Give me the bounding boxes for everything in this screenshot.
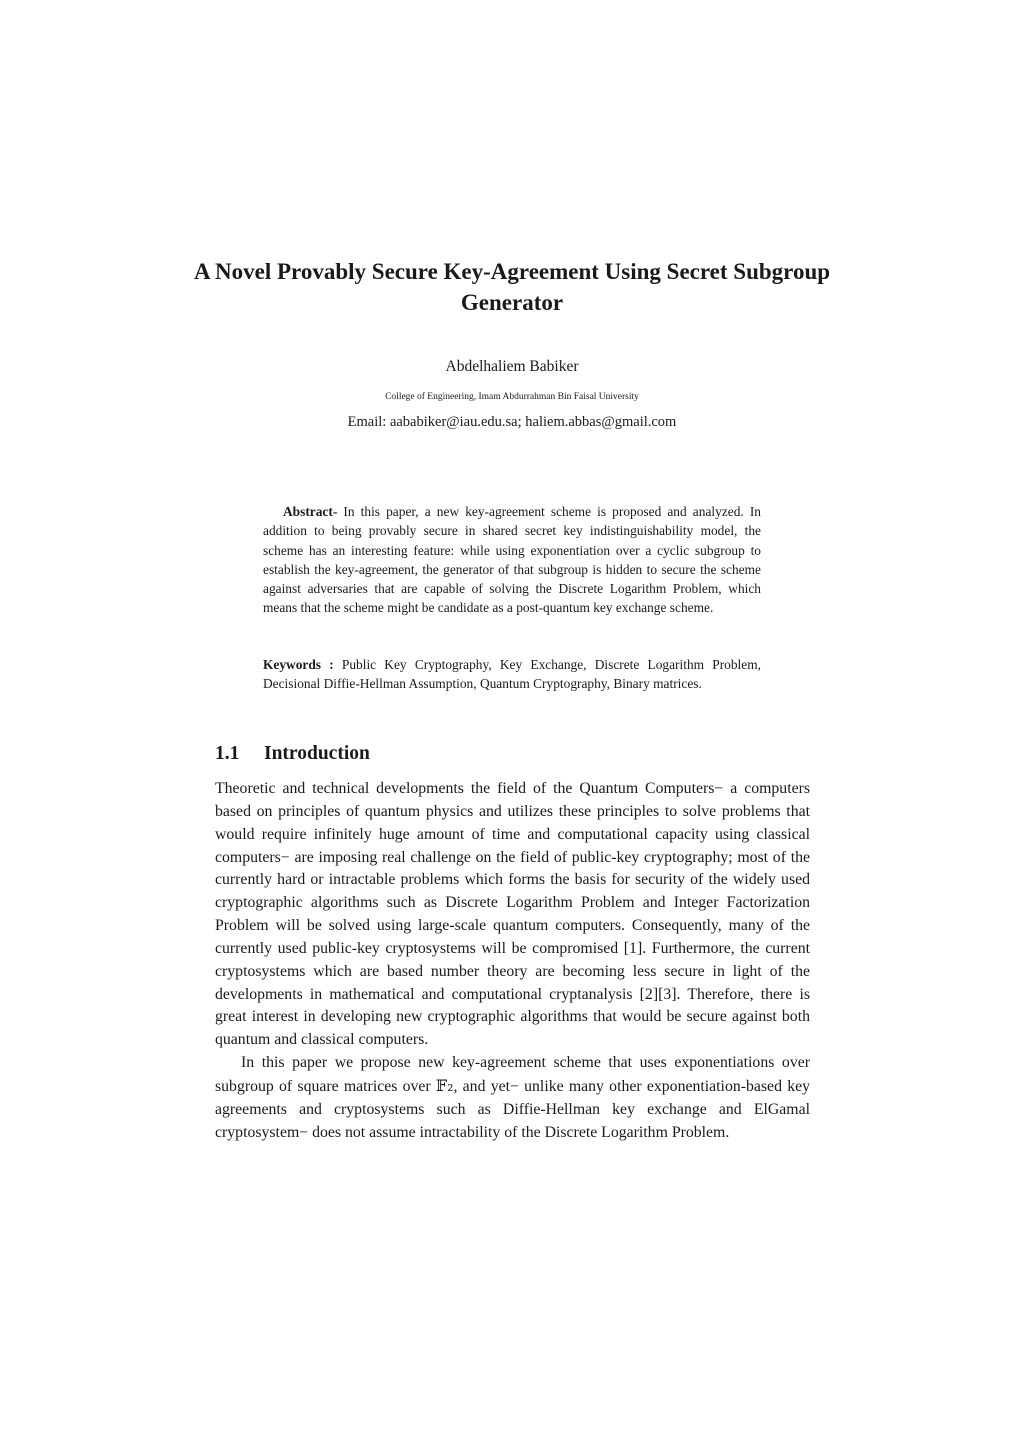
intro-paragraph-2-end: , and yet− unlike many other exponentiation-based key agreements and cryptosystems such as Diffie-Hellman key exchange and ElGamal cryptosystem− does not assume intractability of the Discrete Logarithm Problem. [215,1077,811,1141]
abstract [263,502,761,618]
section-number: 1.1 [215,743,240,764]
section-heading [215,741,815,767]
section-title: Introduction [264,743,370,764]
author-name: Abdelhaliem Babiker [445,358,579,375]
paper-title: A Novel Provably Secure Key-Agreement Using Secret Subgroup Generator [193,259,831,315]
keywords [263,655,761,694]
introduction-body [215,778,810,1145]
intro-paragraph-2 [215,1052,810,1144]
intro-paragraph-2-start: In this paper we propose new key-agreement scheme that uses exponentiations over subgroup of square matrices over [215,1054,810,1095]
field-f2-symbol: 𝔽₂ [435,1075,454,1095]
abstract-text: In this paper, a new key-agreement scheme is proposed and analyzed. In addition to being provably secure in shared secret key indistinguishability model, the scheme has an interesting feature: while using exponentiation over a cyclic subgroup to establish the key-agreement, the generator of that subgroup is hidden to secure the scheme against adversaries that are capable of solving the Discrete Logarithm Problem, which means that the scheme might be candidate as a post-quantum key exchange scheme. [263,504,761,616]
keywords-label: Keywords : [263,657,334,672]
abstract-label: Abstract- [283,504,338,519]
author-email: Email: aababiker@iau.edu.sa; haliem.abbas@gmail.com [347,414,677,430]
keywords-text: Public Key Cryptography, Key Exchange, Discrete Logarithm Problem, Decisional Diffie-Hellman Assumption, Quantum Cryptography, Binary matrices. [263,657,761,692]
author-affiliation: College of Engineering, Imam Abdurrahman Bin Faisal University [385,392,639,402]
intro-paragraph-1: Theoretic and technical developments the field of the Quantum Computers− a computers based on principles of quantum physics and utilizes these principles to solve problems that would require infinitely huge amount of time and computational capacity using classical computers− are imposing real challenge on the field of public-key cryptography; most of the currently hard or intractable problems which forms the basis for security of the widely used cryptographic algorithms such as Discrete Logarithm Problem and Integer Factorization Problem will be solved using large-scale quantum computers. Consequently, many of the currently used public-key cryptosystems will be compromised [1]. Furthermore, the current cryptosystems which are based number theory are becoming less secure in light of the developments in mathematical and computational cryptanalysis [2][3]. Therefore, there is great interest in developing new cryptographic algorithms that would be secure against both quantum and classical computers. [215,780,810,1049]
